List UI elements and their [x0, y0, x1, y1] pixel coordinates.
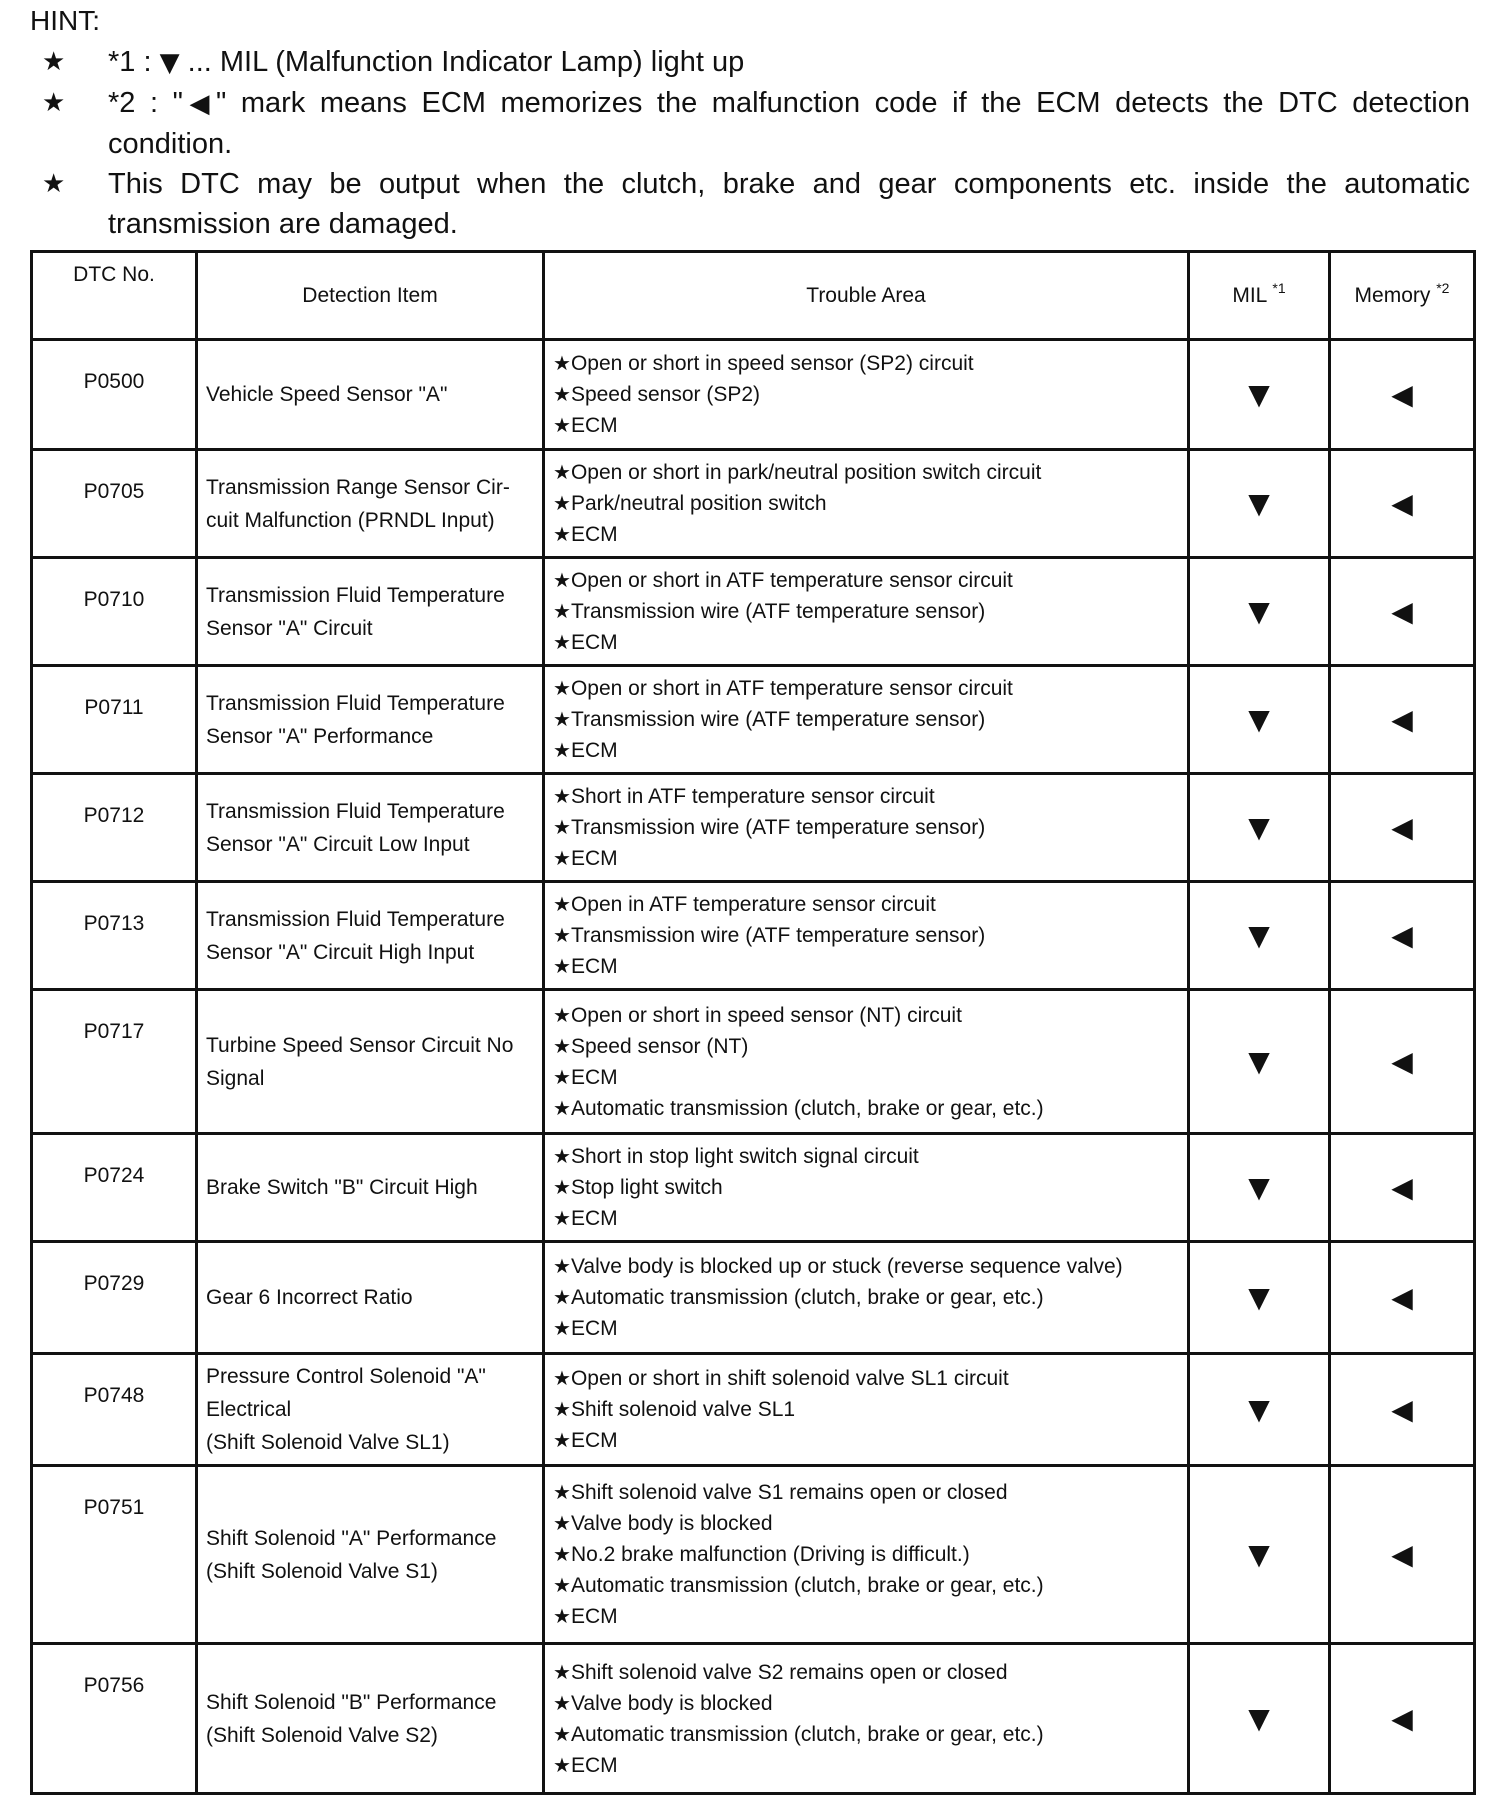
mil-indicator-icon: ▼ — [1189, 1242, 1330, 1354]
trouble-area-cell — [544, 990, 1189, 1134]
bullet-star-icon: ★ — [553, 676, 571, 700]
trouble-area-line — [553, 1062, 1179, 1093]
bullet-star-icon: ★ — [553, 1542, 571, 1566]
trouble-area-line — [553, 488, 1179, 519]
bullet-star-icon: ★ — [553, 892, 571, 916]
bullet-star-icon: ★ — [553, 1175, 571, 1199]
trouble-area-text: ECM — [570, 631, 618, 654]
bullet-star-icon: ★ — [553, 815, 571, 839]
trouble-area-text: No.2 brake malfunction (Driving is difficult.) — [570, 1543, 970, 1566]
trouble-area-text: Valve body is blocked up or stuck (reverse sequence valve) — [570, 1255, 1123, 1278]
bullet-star-icon: ★ — [553, 382, 571, 406]
bullet-star-icon: ★ — [553, 1366, 571, 1390]
memory-indicator-icon: ◀ — [1330, 990, 1475, 1134]
header-trouble-area: Trouble Area — [544, 252, 1189, 340]
trouble-area-cell — [544, 1354, 1189, 1466]
trouble-area-cell — [544, 558, 1189, 666]
trouble-area-text: ECM — [570, 414, 618, 437]
bullet-star-icon: ★ — [553, 1285, 571, 1309]
trouble-area-text: Shift solenoid valve S2 remains open or closed — [570, 1660, 1008, 1684]
trouble-area-text: Short in ATF temperature sensor circuit — [570, 785, 935, 808]
mil-indicator-icon: ▼ — [1189, 882, 1330, 990]
trouble-area-line — [553, 843, 1179, 874]
table-row — [32, 450, 1475, 558]
hint-text: " mark means ECM memorizes the malfunction code if the ECM detects the DTC detection condition. — [108, 87, 1470, 160]
detection-item-cell — [197, 774, 544, 882]
bullet-star-icon: ★ — [553, 954, 571, 978]
trouble-area-line — [553, 1477, 1179, 1508]
detection-item-cell — [197, 558, 544, 666]
memory-mark-icon: ◀ — [182, 89, 216, 119]
table-row — [32, 558, 1475, 666]
header-dtc-no: DTC No. — [32, 252, 197, 340]
mil-indicator-icon: ▼ — [1189, 774, 1330, 882]
trouble-area-line — [553, 1000, 1179, 1031]
dtc-table — [30, 250, 1476, 1795]
detection-item-cell — [197, 450, 544, 558]
table-row — [32, 774, 1475, 882]
header-memory-footnote: *2 — [1436, 279, 1450, 296]
detection-item-line: Signal — [206, 1066, 265, 1090]
detection-item-cell — [197, 1644, 544, 1794]
bullet-star-icon: ★ — [553, 1604, 571, 1628]
mil-indicator-icon: ▼ — [1189, 450, 1330, 558]
trouble-area-line — [553, 1750, 1179, 1781]
bullet-star-icon: ★ — [553, 1480, 571, 1504]
trouble-area-line — [553, 1313, 1179, 1344]
trouble-area-line — [553, 735, 1179, 766]
table-row — [32, 990, 1475, 1134]
detection-item-cell — [197, 340, 544, 450]
trouble-area-line — [553, 1172, 1179, 1203]
trouble-area-line — [553, 704, 1179, 735]
header-memory — [1330, 252, 1475, 340]
memory-indicator-icon: ◀ — [1330, 1134, 1475, 1242]
trouble-area-text: Automatic transmission (clutch, brake or gear, etc.) — [570, 1096, 1044, 1120]
bullet-star-icon: ★ — [553, 1690, 571, 1715]
detection-item-line: Sensor "A" Circuit — [206, 616, 373, 640]
detection-item-cell — [197, 1134, 544, 1242]
detection-item-line: Transmission Fluid Temperature — [206, 691, 505, 715]
detection-item-line: Turbine Speed Sensor Circuit No — [206, 1033, 514, 1057]
trouble-area-line — [553, 1141, 1179, 1172]
mil-indicator-icon: ▼ — [1189, 558, 1330, 666]
trouble-area-line — [553, 1251, 1179, 1282]
detection-item-cell — [197, 882, 544, 990]
detection-item-line: Brake Switch "B" Circuit High — [206, 1176, 478, 1199]
trouble-area-text: ECM — [570, 739, 618, 762]
trouble-area-cell — [544, 1242, 1189, 1354]
trouble-area-text: ECM — [570, 1317, 618, 1340]
trouble-area-text: Transmission wire (ATF temperature sensor) — [570, 600, 986, 623]
trouble-area-cell — [544, 1466, 1189, 1644]
table-row — [32, 1354, 1475, 1466]
hint-item-mil — [30, 42, 1470, 83]
trouble-area-text: Stop light switch — [570, 1176, 723, 1199]
detection-item-line: (Shift Solenoid Valve SL1) — [206, 1431, 450, 1454]
trouble-area-line — [553, 519, 1179, 550]
hint-text: *1 : — [108, 46, 160, 78]
trouble-area-line — [553, 920, 1179, 951]
mil-indicator-icon: ▼ — [1189, 1644, 1330, 1794]
trouble-area-text: Open or short in speed sensor (SP2) circuit — [570, 352, 974, 375]
trouble-area-line — [553, 1657, 1179, 1688]
bullet-star-icon: ★ — [553, 1659, 571, 1684]
dtc-code-cell: P0713 — [32, 882, 197, 990]
memory-indicator-icon: ◀ — [1330, 450, 1475, 558]
bullet-star-icon: ★ — [553, 1752, 571, 1777]
bullet-star-icon: ★ — [553, 351, 571, 375]
hint-item-damage — [30, 164, 1470, 244]
trouble-area-line — [553, 1093, 1179, 1124]
detection-item-line: Sensor "A" Performance — [206, 724, 434, 748]
trouble-area-text: Automatic transmission (clutch, brake or gear, etc.) — [570, 1722, 1044, 1746]
dtc-code-cell: P0500 — [32, 340, 197, 450]
hint-text: This DTC may be output when the clutch, brake and gear components etc. inside the automatic transmission are damaged. — [108, 168, 1470, 240]
trouble-area-text: Automatic transmission (clutch, brake or gear, etc.) — [570, 1574, 1044, 1597]
detection-item-cell — [197, 990, 544, 1134]
detection-item-line: (Shift Solenoid Valve S1) — [206, 1559, 438, 1583]
trouble-area-text: Open or short in speed sensor (NT) circuit — [570, 1003, 962, 1027]
trouble-area-text: Shift solenoid valve S1 remains open or closed — [570, 1481, 1008, 1504]
trouble-area-text: ECM — [570, 955, 618, 978]
trouble-area-line — [553, 1425, 1179, 1456]
trouble-area-text: Transmission wire (ATF temperature sensor) — [570, 816, 986, 839]
bullet-star-icon: ★ — [553, 630, 571, 654]
trouble-area-text: Short in stop light switch signal circuit — [570, 1145, 919, 1168]
mil-indicator-icon: ▼ — [1189, 666, 1330, 774]
detection-item-line: Sensor "A" Circuit Low Input — [206, 832, 470, 856]
dtc-code-cell: P0751 — [32, 1466, 197, 1644]
trouble-area-line — [553, 565, 1179, 596]
hint-title: HINT: — [30, 5, 100, 36]
memory-indicator-icon: ◀ — [1330, 882, 1475, 990]
bullet-star-icon: ★ — [553, 1206, 571, 1230]
memory-indicator-icon: ◀ — [1330, 774, 1475, 882]
trouble-area-line — [553, 781, 1179, 812]
trouble-area-line — [553, 457, 1179, 488]
detection-item-cell — [197, 1242, 544, 1354]
bullet-star-icon: ★ — [553, 846, 571, 870]
trouble-area-line — [553, 1539, 1179, 1570]
trouble-area-line — [553, 1601, 1179, 1632]
mil-indicator-icon: ▼ — [1189, 1354, 1330, 1466]
trouble-area-line — [553, 951, 1179, 982]
dtc-code-cell: P0729 — [32, 1242, 197, 1354]
trouble-area-text: Open or short in ATF temperature sensor circuit — [570, 569, 1013, 592]
header-mil-label: MIL — [1232, 283, 1267, 307]
trouble-area-line — [553, 379, 1179, 410]
trouble-area-cell — [544, 666, 1189, 774]
mil-lamp-icon: ▼ — [159, 48, 180, 78]
trouble-area-cell — [544, 882, 1189, 990]
bullet-star-icon: ★ — [553, 1144, 571, 1168]
dtc-code-cell: P0710 — [32, 558, 197, 666]
header-detection-item: Detection Item — [197, 252, 544, 340]
bullet-star-icon: ★ — [553, 1428, 571, 1452]
dtc-code-cell: P0748 — [32, 1354, 197, 1466]
dtc-code-cell: P0712 — [32, 774, 197, 882]
trouble-area-text: Transmission wire (ATF temperature sensor) — [570, 924, 986, 947]
bullet-star-icon: ★ — [553, 460, 571, 484]
mil-indicator-icon: ▼ — [1189, 990, 1330, 1134]
mil-indicator-icon: ▼ — [1189, 1134, 1330, 1242]
trouble-area-line — [553, 1719, 1179, 1750]
bullet-star-icon: ★ — [553, 1511, 571, 1535]
bullet-star-icon: ★ — [553, 1721, 571, 1746]
trouble-area-text: Speed sensor (SP2) — [570, 383, 761, 406]
trouble-area-line — [553, 1508, 1179, 1539]
trouble-area-text: ECM — [570, 523, 618, 546]
detection-item-cell — [197, 666, 544, 774]
trouble-area-cell — [544, 450, 1189, 558]
detection-item-line: Pressure Control Solenoid "A" — [206, 1365, 486, 1388]
trouble-area-text: ECM — [570, 1207, 618, 1230]
bullet-star-icon: ★ — [553, 1033, 571, 1058]
header-memory-label: Memory — [1354, 283, 1431, 307]
detection-item-line: cuit Malfunction (PRNDL Input) — [206, 508, 495, 532]
memory-indicator-icon: ◀ — [1330, 1354, 1475, 1466]
dtc-code-cell: P0756 — [32, 1644, 197, 1794]
star-icon: ★ — [42, 88, 66, 118]
trouble-area-text: Open or short in ATF temperature sensor circuit — [570, 677, 1013, 700]
trouble-area-line — [553, 1570, 1179, 1601]
trouble-area-line — [553, 1688, 1179, 1719]
trouble-area-cell — [544, 774, 1189, 882]
trouble-area-text: Open in ATF temperature sensor circuit — [570, 893, 936, 916]
trouble-area-cell — [544, 1134, 1189, 1242]
header-mil — [1189, 252, 1330, 340]
trouble-area-line — [553, 1031, 1179, 1062]
trouble-area-text: ECM — [570, 1065, 618, 1089]
bullet-star-icon: ★ — [553, 1316, 571, 1340]
table-row — [32, 1466, 1475, 1644]
bullet-star-icon: ★ — [553, 923, 571, 947]
memory-indicator-icon: ◀ — [1330, 1242, 1475, 1354]
trouble-area-text: ECM — [570, 1429, 618, 1452]
trouble-area-line — [553, 673, 1179, 704]
table-row — [32, 1644, 1475, 1794]
trouble-area-text: Open or short in shift solenoid valve SL1 circuit — [570, 1367, 1009, 1390]
bullet-star-icon: ★ — [553, 1397, 571, 1421]
dtc-table-body — [32, 340, 1475, 1794]
trouble-area-text: Valve body is blocked — [570, 1512, 773, 1535]
memory-indicator-icon: ◀ — [1330, 1644, 1475, 1794]
trouble-area-text: Transmission wire (ATF temperature sensor) — [570, 708, 986, 731]
bullet-star-icon: ★ — [553, 784, 571, 808]
trouble-area-line — [553, 1282, 1179, 1313]
trouble-area-text: ECM — [570, 1605, 618, 1628]
hint-item-memory — [30, 83, 1470, 164]
table-row — [32, 1134, 1475, 1242]
memory-indicator-icon: ◀ — [1330, 340, 1475, 450]
bullet-star-icon: ★ — [553, 1064, 571, 1089]
table-row — [32, 666, 1475, 774]
bullet-star-icon: ★ — [553, 1095, 571, 1120]
memory-indicator-icon: ◀ — [1330, 558, 1475, 666]
table-header-row — [32, 252, 1475, 340]
detection-item-line: Transmission Fluid Temperature — [206, 907, 505, 931]
dtc-code-cell: P0711 — [32, 666, 197, 774]
bullet-star-icon: ★ — [553, 522, 571, 546]
detection-item-line: Transmission Fluid Temperature — [206, 799, 505, 823]
hint-text: ... MIL (Malfunction Indicator Lamp) light up — [179, 46, 745, 78]
bullet-star-icon: ★ — [553, 1254, 571, 1278]
dtc-code-cell: P0705 — [32, 450, 197, 558]
trouble-area-line — [553, 627, 1179, 658]
trouble-area-line — [553, 348, 1179, 379]
detection-item-line: Sensor "A" Circuit High Input — [206, 940, 475, 964]
table-row — [32, 1242, 1475, 1354]
table-row — [32, 340, 1475, 450]
detection-item-line: Electrical — [206, 1398, 292, 1421]
mil-indicator-icon: ▼ — [1189, 1466, 1330, 1644]
mil-indicator-icon: ▼ — [1189, 340, 1330, 450]
bullet-star-icon: ★ — [553, 413, 571, 437]
bullet-star-icon: ★ — [553, 707, 571, 731]
star-icon: ★ — [42, 169, 66, 199]
trouble-area-line — [553, 1203, 1179, 1234]
detection-item-line: Transmission Fluid Temperature — [206, 583, 505, 607]
detection-item-line: Transmission Range Sensor Cir- — [206, 475, 510, 499]
trouble-area-line — [553, 889, 1179, 920]
dtc-code-cell: P0717 — [32, 990, 197, 1134]
bullet-star-icon: ★ — [553, 568, 571, 592]
bullet-star-icon: ★ — [553, 1002, 571, 1027]
trouble-area-text: Shift solenoid valve SL1 — [570, 1398, 796, 1421]
detection-item-line: (Shift Solenoid Valve S2) — [206, 1723, 438, 1747]
detection-item-line: Gear 6 Incorrect Ratio — [206, 1286, 413, 1309]
trouble-area-line — [553, 410, 1179, 441]
bullet-star-icon: ★ — [553, 491, 571, 515]
hint-text: *2 : " — [108, 87, 183, 119]
table-row — [32, 882, 1475, 990]
trouble-area-text: Park/neutral position switch — [570, 492, 827, 515]
detection-item-cell — [197, 1354, 544, 1466]
memory-indicator-icon: ◀ — [1330, 666, 1475, 774]
trouble-area-text: Valve body is blocked — [570, 1691, 773, 1715]
trouble-area-text: ECM — [570, 1753, 618, 1777]
trouble-area-line — [553, 1363, 1179, 1394]
trouble-area-line — [553, 1394, 1179, 1425]
memory-indicator-icon: ◀ — [1330, 1466, 1475, 1644]
detection-item-line: Shift Solenoid "B" Performance — [206, 1690, 497, 1714]
trouble-area-text: Automatic transmission (clutch, brake or gear, etc.) — [570, 1286, 1044, 1309]
bullet-star-icon: ★ — [553, 1573, 571, 1597]
trouble-area-line — [553, 812, 1179, 843]
trouble-area-line — [553, 596, 1179, 627]
detection-item-cell — [197, 1466, 544, 1644]
trouble-area-text: Speed sensor (NT) — [570, 1034, 749, 1058]
dtc-code-cell: P0724 — [32, 1134, 197, 1242]
header-mil-footnote: *1 — [1272, 279, 1286, 296]
detection-item-line: Vehicle Speed Sensor "A" — [206, 383, 448, 406]
detection-item-line: Shift Solenoid "A" Performance — [206, 1526, 497, 1550]
hint-list — [30, 42, 1470, 244]
bullet-star-icon: ★ — [553, 738, 571, 762]
trouble-area-cell — [544, 1644, 1189, 1794]
trouble-area-text: ECM — [570, 847, 618, 870]
star-icon: ★ — [42, 47, 66, 77]
trouble-area-text: Open or short in park/neutral position switch circuit — [570, 461, 1042, 484]
bullet-star-icon: ★ — [553, 599, 571, 623]
trouble-area-cell — [544, 340, 1189, 450]
